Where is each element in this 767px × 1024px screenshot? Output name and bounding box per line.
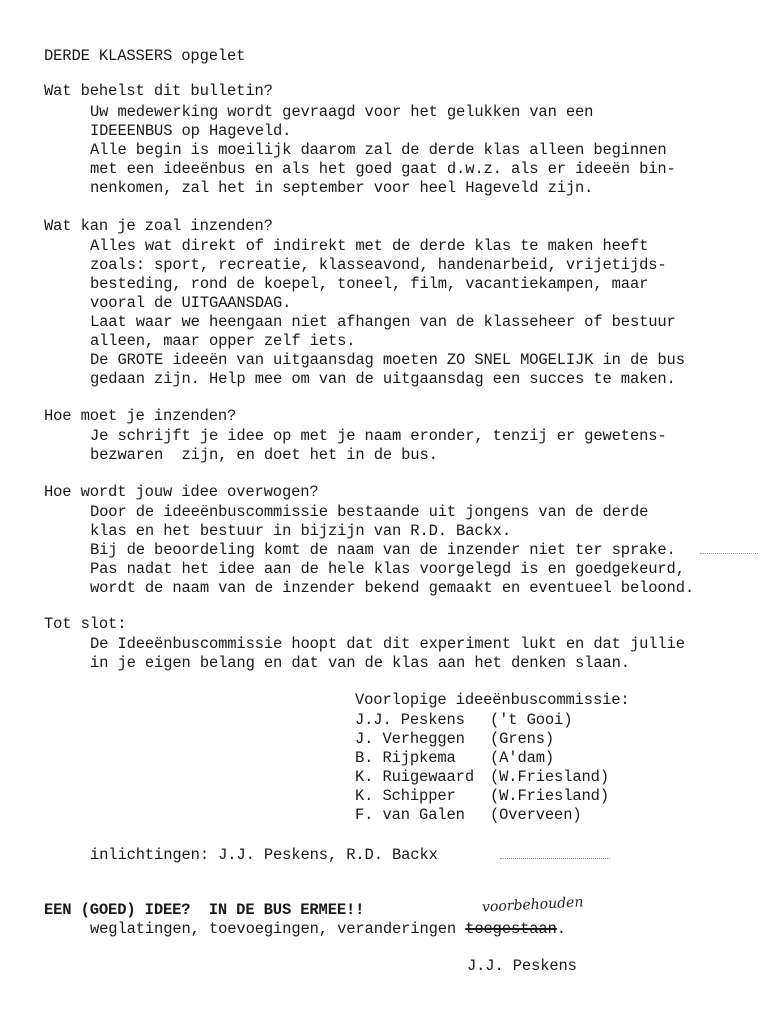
committee-member-region: (W.Friesland)	[490, 768, 609, 786]
section-line: wordt de naam van de inzender bekend gemaakt en eventueel beloond.	[90, 579, 695, 597]
committee-member-name: J.J. Peskens	[355, 711, 465, 729]
scan-artifact-line	[500, 858, 610, 859]
section-line: Laat waar we heengaan niet afhangen van de klasseheer of bestuur	[90, 313, 676, 331]
committee-member-region: (A'dam)	[490, 749, 555, 767]
section-line: nenkomen, zal het in september voor heel Hageveld zijn.	[90, 179, 594, 197]
section-line: vooral de UITGAANSDAG.	[90, 294, 292, 312]
section-line: Bij de beoordeling komt de naam van de inzender niet ter sprake.	[90, 541, 676, 559]
section-line: De GROTE ideeën van uitgaansdag moeten ZO SNEL MOGELIJK in de bus	[90, 351, 685, 369]
committee-member-region: (Overveen)	[490, 806, 582, 824]
section-line: IDEEENBUS op Hageveld.	[90, 122, 292, 140]
info-line: inlichtingen: J.J. Peskens, R.D. Backx	[90, 846, 438, 864]
section-line: De Ideeënbuscommissie hoopt dat dit experiment lukt en dat jullie	[90, 635, 685, 653]
committee-title: Voorlopige ideeënbuscommissie:	[355, 691, 630, 709]
committee-member-region: (Grens)	[490, 730, 555, 748]
section-line: Uw medewerking wordt gevraagd voor het gelukken van een	[90, 103, 594, 121]
document-title: DERDE KLASSERS opgelet	[44, 47, 246, 65]
section-line: Je schrijft je idee op met je naam eronder, tenzij er gewetens-	[90, 427, 667, 445]
section-line: met een ideeënbus en als het goed gaat d.w.z. als er ideeën bin-	[90, 160, 676, 178]
section-line: zoals: sport, recreatie, klasseavond, handenarbeid, vrijetijds-	[90, 256, 667, 274]
struck-word: toegestaan	[465, 920, 557, 938]
committee-member-name: K. Schipper	[355, 787, 456, 805]
section-question: Hoe wordt jouw idee overwogen?	[44, 483, 319, 501]
section-line: alleen, maar opper zelf iets.	[90, 332, 356, 350]
committee-member-name: B. Rijpkema	[355, 749, 456, 767]
footer-note-suffix: .	[556, 920, 566, 938]
committee-member-region: (W.Friesland)	[490, 787, 609, 805]
section-line: klas en het bestuur in bijzijn van R.D. Backx.	[90, 522, 511, 540]
section-question: Hoe moet je inzenden?	[44, 407, 237, 425]
scan-artifact-line	[700, 553, 758, 554]
handwritten-correction: voorbehouden	[481, 894, 584, 916]
section-line: Door de ideeënbuscommissie bestaande uit jongens van de derde	[90, 503, 649, 521]
section-line: bezwaren zijn, en doet het in de bus.	[90, 446, 438, 464]
section-line: Alle begin is moeilijk daarom zal de derde klas alleen beginnen	[90, 141, 667, 159]
footer-note	[90, 919, 566, 939]
section-question: Wat behelst dit bulletin?	[44, 82, 273, 100]
committee-member-name: J. Verheggen	[355, 730, 465, 748]
footer-note-prefix: weglatingen, toevoegingen, veranderingen	[90, 920, 466, 938]
section-line: gedaan zijn. Help mee om van de uitgaansdag een succes te maken.	[90, 370, 676, 388]
slogan: EEN (GOED) IDEE? IN DE BUS ERMEE!!	[44, 901, 365, 919]
committee-member-name: K. Ruigewaard	[355, 768, 474, 786]
section-question: Tot slot:	[44, 615, 127, 633]
committee-member-region: ('t Gooi)	[490, 711, 573, 729]
section-line: in je eigen belang en dat van de klas aan het denken slaan.	[90, 654, 630, 672]
section-line: Pas nadat het idee aan de hele klas voorgelegd is en goedgekeurd,	[90, 560, 685, 578]
section-question: Wat kan je zoal inzenden?	[44, 217, 273, 235]
section-line: besteding, rond de koepel, toneel, film, vacantiekampen, maar	[90, 275, 649, 293]
section-line: Alles wat direkt of indirekt met de derde klas te maken heeft	[90, 237, 649, 255]
signature-name: J.J. Peskens	[467, 957, 577, 975]
committee-member-name: F. van Galen	[355, 806, 465, 824]
